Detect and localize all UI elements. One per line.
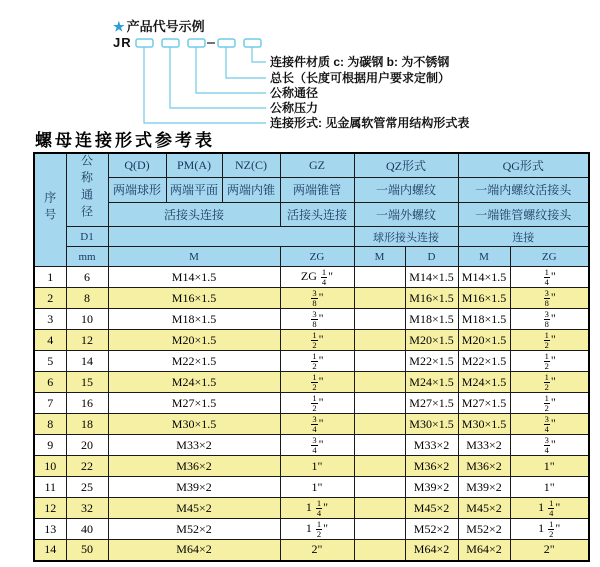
cell-qz-d: M27×1.5 — [405, 393, 458, 414]
cell-seq: 12 — [34, 498, 66, 519]
header-qg-taper-thread: 一端锥管螺纹接头 — [458, 202, 589, 227]
cell-m-thread: M33×2 — [108, 435, 280, 456]
cell-qz-d: M36×2 — [405, 456, 458, 477]
cell-qg-zg: 1" — [510, 477, 589, 498]
cell-qz-m — [354, 288, 405, 309]
label-pressure: 公称压力 — [270, 101, 319, 115]
cell-m-thread: M22×1.5 — [108, 351, 280, 372]
cell-m-thread: M30×1.5 — [108, 414, 280, 435]
cell-zg: $\frac{3}{8}$ " — [280, 309, 354, 330]
cell-qz-m — [354, 330, 405, 351]
cell-qz-m — [354, 456, 405, 477]
cell-qg-m: M18×1.5 — [458, 309, 510, 330]
cell-qz-d: M20×1.5 — [405, 330, 458, 351]
cell-qg-m: M45×2 — [458, 498, 510, 519]
cell-dn-mm: 15 — [66, 372, 108, 393]
cell-zg: ZG $\frac{1}{4}$ " — [280, 267, 354, 288]
code-box-1 — [136, 39, 153, 47]
cell-zg: 1 $\frac{1}{4}$ " — [280, 498, 354, 519]
table-row — [34, 414, 589, 435]
label-length: 总长（长度可根据用户要求定制） — [270, 71, 451, 85]
table-row — [34, 288, 589, 309]
cell-qg-m: M20×1.5 — [458, 330, 510, 351]
cell-dn-mm: 32 — [66, 498, 108, 519]
cell-m-thread: M45×2 — [108, 498, 280, 519]
cell-qg-m: M39×2 — [458, 477, 510, 498]
cell-qz-d: M22×1.5 — [405, 351, 458, 372]
header-q-ends: 两端球形 — [108, 178, 166, 203]
cell-qg-m: M36×2 — [458, 456, 510, 477]
cell-zg: $\frac{1}{2}$ " — [280, 393, 354, 414]
cell-m-thread: M39×2 — [108, 477, 280, 498]
leader-line-material — [252, 47, 266, 62]
header-qg-ends: 一端内螺纹活接头 — [458, 178, 589, 203]
leader-line-diameter — [196, 47, 266, 93]
table-row — [34, 477, 589, 498]
cell-zg: 1 $\frac{1}{2}$ " — [280, 519, 354, 540]
label-diameter: 公称通径 — [270, 86, 319, 100]
cell-seq: 11 — [34, 477, 66, 498]
header-qz-unit-m: M — [354, 247, 405, 267]
leader-line-connection — [144, 47, 266, 123]
table-row — [34, 309, 589, 330]
header-qg-unit-m: M — [458, 247, 510, 267]
cell-qg-zg: 1 $\frac{1}{2}$ " — [510, 519, 589, 540]
cell-qz-d: M14×1.5 — [405, 267, 458, 288]
cell-dn-mm: 25 — [66, 477, 108, 498]
cell-seq: 6 — [34, 372, 66, 393]
header-code-qg: QG形式 — [458, 153, 589, 178]
cell-seq: 14 — [34, 540, 66, 561]
table-row — [34, 372, 589, 393]
cell-qg-zg: $\frac{3}{4}$ " — [510, 414, 589, 435]
header-code-pm: PM(A) — [166, 153, 222, 178]
code-box-4 — [218, 39, 235, 47]
cell-qz-m — [354, 498, 405, 519]
table-row — [34, 351, 589, 372]
cell-qg-m: M30×1.5 — [458, 414, 510, 435]
cell-zg: $\frac{3}{4}$ " — [280, 414, 354, 435]
header-nominal-diameter — [66, 153, 108, 227]
header-nz-ends: 两端内锥 — [222, 178, 280, 203]
label-material: 连接件材质 c: 为碳钢 b: 为不锈钢 — [270, 55, 450, 69]
cell-qg-zg: $\frac{1}{2}$ " — [510, 372, 589, 393]
cell-m-thread: M27×1.5 — [108, 393, 280, 414]
cell-qg-m: M16×1.5 — [458, 288, 510, 309]
label-connection: 连接形式: 见金属软管常用结构形式表 — [270, 116, 470, 130]
cell-dn-mm: 40 — [66, 519, 108, 540]
cell-dn-mm: 22 — [66, 456, 108, 477]
header-qz-ball-connect: 球形接头连接 — [354, 227, 458, 247]
cell-qg-zg: $\frac{1}{2}$ " — [510, 330, 589, 351]
cell-m-thread: M18×1.5 — [108, 309, 280, 330]
header-unit-m: M — [108, 247, 280, 267]
cell-qg-m: M27×1.5 — [458, 393, 510, 414]
cell-m-thread: M14×1.5 — [108, 267, 280, 288]
header-code-qz: QZ形式 — [354, 153, 458, 178]
header-qg-connect: 连接 — [458, 227, 589, 247]
cell-qz-m — [354, 435, 405, 456]
cell-qz-m — [354, 393, 405, 414]
cell-m-thread: M20×1.5 — [108, 330, 280, 351]
cell-qg-zg: $\frac{1}{2}$ " — [510, 351, 589, 372]
cell-zg: $\frac{1}{2}$ " — [280, 330, 354, 351]
cell-qz-d: M30×1.5 — [405, 414, 458, 435]
cell-zg: 1" — [280, 477, 354, 498]
cell-seq: 13 — [34, 519, 66, 540]
cell-m-thread: M24×1.5 — [108, 372, 280, 393]
cell-zg: 1" — [280, 456, 354, 477]
cell-qz-d: M24×1.5 — [405, 372, 458, 393]
cell-dn-mm: 18 — [66, 414, 108, 435]
cell-qz-m — [354, 372, 405, 393]
table-row — [34, 519, 589, 540]
cell-seq: 8 — [34, 414, 66, 435]
cell-qg-m: M33×2 — [458, 435, 510, 456]
cell-qg-m: M52×2 — [458, 519, 510, 540]
cell-seq: 1 — [34, 267, 66, 288]
code-box-3 — [188, 39, 205, 47]
cell-qz-d: M64×2 — [405, 540, 458, 561]
header-seq — [34, 153, 66, 267]
cell-zg: $\frac{1}{2}$ " — [280, 372, 354, 393]
code-box-2 — [162, 39, 179, 47]
table-title: 螺母连接形式参考表 — [35, 131, 215, 150]
header-qz-outer-thread: 一端外螺纹 — [354, 202, 458, 227]
header-d1: D1 — [66, 227, 108, 247]
cell-dn-mm: 6 — [66, 267, 108, 288]
cell-qg-zg: $\frac{3}{8}$ " — [510, 288, 589, 309]
cell-qz-d: M45×2 — [405, 498, 458, 519]
table-row — [34, 540, 589, 561]
cell-dn-mm: 50 — [66, 540, 108, 561]
cell-qg-zg: $\frac{1}{2}$ " — [510, 393, 589, 414]
table-row — [34, 267, 589, 288]
diagram-title — [113, 16, 205, 35]
cell-qg-zg: $\frac{1}{4}$ " — [510, 267, 589, 288]
header-qz-unit-d: D — [405, 247, 458, 267]
cell-zg: $\frac{3}{4}$ " — [280, 435, 354, 456]
header-blank — [108, 227, 354, 247]
table-row — [34, 393, 589, 414]
cell-qz-d: M33×2 — [405, 435, 458, 456]
cell-qz-m — [354, 540, 405, 561]
cell-qz-d: M39×2 — [405, 477, 458, 498]
header-qg-unit-zg: ZG — [510, 247, 589, 267]
cell-dn-mm: 14 — [66, 351, 108, 372]
cell-m-thread: M36×2 — [108, 456, 280, 477]
header-pm-ends: 两端平面 — [166, 178, 222, 203]
cell-seq: 2 — [34, 288, 66, 309]
header-qz-ends: 一端内螺纹 — [354, 178, 458, 203]
cell-qg-zg: 2" — [510, 540, 589, 561]
cell-qz-d: M18×1.5 — [405, 309, 458, 330]
cell-zg: 2" — [280, 540, 354, 561]
cell-qz-m — [354, 519, 405, 540]
cell-qz-m — [354, 309, 405, 330]
cell-dn-mm: 10 — [66, 309, 108, 330]
cell-qz-m — [354, 351, 405, 372]
cell-seq: 9 — [34, 435, 66, 456]
code-box-5 — [244, 39, 261, 47]
cell-m-thread: M16×1.5 — [108, 288, 280, 309]
star-icon: ★ — [113, 19, 125, 34]
cell-qg-zg: 1" — [510, 456, 589, 477]
header-gz-ends: 两端锥管 — [280, 178, 354, 203]
cell-dn-mm: 16 — [66, 393, 108, 414]
cell-zg: $\frac{3}{8}$ " — [280, 288, 354, 309]
cell-qz-d: M52×2 — [405, 519, 458, 540]
header-mm: mm — [66, 247, 108, 267]
cell-m-thread: M52×2 — [108, 519, 280, 540]
cell-qg-m: M22×1.5 — [458, 351, 510, 372]
cell-dn-mm: 12 — [66, 330, 108, 351]
cell-qg-zg: $\frac{3}{8}$ " — [510, 309, 589, 330]
diagram-title-text: 产品代号示例 — [126, 19, 205, 34]
header-dn-text: 公称通径 — [79, 154, 94, 222]
cell-qz-d: M16×1.5 — [405, 288, 458, 309]
table-row — [34, 330, 589, 351]
code-prefix: JR — [113, 35, 132, 50]
cell-qz-m — [354, 267, 405, 288]
table-row — [34, 435, 589, 456]
header-code-nz: NZ(C) — [222, 153, 280, 178]
cell-seq: 10 — [34, 456, 66, 477]
cell-qg-m: M64×2 — [458, 540, 510, 561]
cell-m-thread: M64×2 — [108, 540, 280, 561]
product-code-diagram — [0, 0, 600, 140]
cell-qz-m — [354, 477, 405, 498]
cell-qg-zg: 1 $\frac{1}{4}$ " — [510, 498, 589, 519]
cell-seq: 4 — [34, 330, 66, 351]
header-seq-text: 序号 — [42, 191, 57, 225]
nut-connection-table — [33, 152, 590, 562]
header-unit-zg: ZG — [280, 247, 354, 267]
header-code-q: Q(D) — [108, 153, 166, 178]
cell-seq: 3 — [34, 309, 66, 330]
header-union-connect: 活接头连接 — [108, 202, 280, 227]
cell-seq: 5 — [34, 351, 66, 372]
cell-dn-mm: 20 — [66, 435, 108, 456]
cell-zg: $\frac{1}{2}$ " — [280, 351, 354, 372]
cell-qg-m: M24×1.5 — [458, 372, 510, 393]
cell-dn-mm: 8 — [66, 288, 108, 309]
table-row — [34, 498, 589, 519]
header-gz-connect: 活接头连接 — [280, 202, 354, 227]
cell-qg-m: M14×1.5 — [458, 267, 510, 288]
cell-seq: 7 — [34, 393, 66, 414]
table-row — [34, 456, 589, 477]
cell-qg-zg: $\frac{3}{4}$ " — [510, 435, 589, 456]
cell-qz-m — [354, 414, 405, 435]
header-code-gz: GZ — [280, 153, 354, 178]
